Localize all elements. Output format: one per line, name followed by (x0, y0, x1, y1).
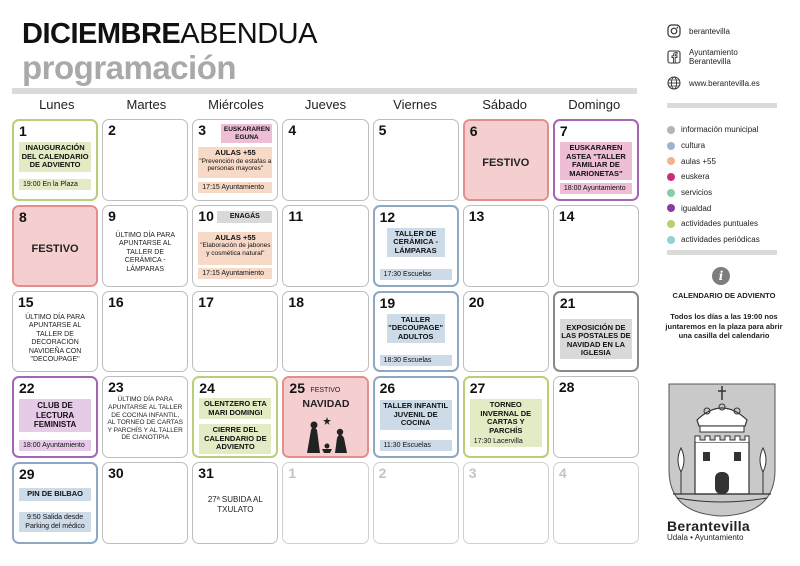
legend-item (667, 216, 787, 232)
brand-name: Berantevilla (667, 518, 750, 534)
day-number: 4 (288, 122, 297, 138)
sidebar-divider (667, 103, 777, 108)
weekday-label: Sábado (482, 97, 528, 112)
day-number: 7 (559, 123, 568, 139)
day-number: 1 (288, 465, 297, 482)
title-month-es: DICIEMBRE (22, 18, 181, 50)
weekday-label: Jueves (304, 97, 347, 112)
legend-dot (667, 173, 675, 181)
event-title-2: CIERRE DEL CALENDARIO DE ADVIENTO (199, 424, 271, 454)
day-number: 18 (288, 293, 304, 310)
day-number: 8 (19, 208, 27, 225)
day-number: 5 (378, 122, 387, 138)
legend-item (667, 200, 787, 216)
legend-label: servicios (681, 188, 713, 198)
day-number: 12 (379, 208, 396, 225)
weekday-header (12, 97, 639, 112)
facebook-icon (667, 50, 681, 64)
day-number: 13 (468, 207, 485, 224)
day-cell-9 (102, 205, 188, 287)
event-tag: ENAGÁS (217, 211, 272, 224)
header-divider (12, 88, 637, 94)
day-number: 31 (198, 465, 214, 482)
instagram-handle: berantevilla (689, 26, 730, 36)
event-info: 17:30 Escuelas (380, 269, 452, 280)
legend-label: actividades periódicas (681, 235, 760, 245)
day-cell-24 (192, 376, 278, 458)
day-number: 1 (19, 123, 27, 139)
day-number: 3 (468, 465, 477, 482)
event-desc: "Prevención de estafas a personas mayores" (199, 157, 272, 172)
day-cell-13 (463, 205, 549, 287)
event-title: INAUGURACIÓN DEL CALENDARIO DE ADVIENTO (19, 142, 91, 172)
day-cell-25 (282, 376, 368, 458)
next-month-day-1 (282, 462, 368, 544)
next-month-day-3 (463, 462, 549, 544)
day-cell-22 (12, 376, 98, 458)
day-number: 28 (558, 379, 575, 396)
legend-label: igualdad (681, 203, 712, 213)
day-number: 14 (558, 207, 575, 224)
day-cell-31 (192, 462, 278, 544)
legend-label: actividades puntuales (681, 219, 758, 229)
event-note: ÚLTIMO DÍA PARA APUNTARSE AL TALLER DE DECORACIÓN NAVIDEÑA CON "DECOUPAGE" (25, 313, 85, 364)
day-cell-5 (373, 119, 459, 201)
day-number: 23 (108, 379, 124, 396)
event-title: PIN DE BILBAO (19, 488, 91, 501)
event-info: 18:00 Ayuntamiento (560, 183, 632, 194)
day-number: 15 (18, 293, 34, 310)
day-cell-8 (12, 205, 98, 287)
weekday-label: Lunes (39, 97, 75, 112)
legend-label: aulas +55 (681, 156, 716, 166)
day-cell-14 (553, 205, 639, 287)
event-block (198, 232, 272, 265)
day-cell-26 (373, 376, 459, 458)
nativity-icon (304, 416, 350, 454)
day-number: 16 (108, 293, 124, 310)
event-note: ÚLTIMO DÍA PARA APUNTARSE AL TALLER DE COCINA INFANTIL, AL TORNEO DE CARTAS Y PARCHÍS Y AL TALLER DE CIANOTIPIA (107, 396, 183, 442)
website-url: www.berantevilla.es (689, 78, 760, 88)
day-cell-10 (192, 205, 278, 287)
info-icon: i (712, 267, 730, 285)
coat-of-arms-icon (667, 382, 777, 517)
event-info: 18:30 Escuelas (380, 355, 452, 366)
legend-item (667, 169, 787, 185)
globe-icon (667, 76, 681, 90)
legend-dot (667, 157, 675, 165)
calendar-grid (12, 119, 639, 544)
legend-dot (667, 220, 675, 228)
event-info: 17:30 Lacervilla (470, 436, 542, 447)
weekday-label: Viernes (393, 97, 437, 112)
day-number: 25 (289, 380, 305, 397)
color-legend (667, 122, 787, 248)
facebook-name: Ayuntamiento Berantevilla (689, 48, 738, 66)
day-cell-1 (12, 119, 98, 201)
day-cell-30 (102, 462, 188, 544)
holiday-name: NAVIDAD (302, 398, 350, 411)
social-instagram[interactable] (667, 18, 782, 44)
next-month-day-2 (373, 462, 459, 544)
legend-dot (667, 189, 675, 197)
event-title: TALLER "DECOUPAGE" ADULTOS (387, 314, 445, 344)
day-number: 9 (108, 207, 116, 224)
legend-item (667, 232, 787, 248)
weekday-label: Miércoles (208, 97, 264, 112)
weekday-label: Domingo (568, 97, 621, 112)
day-number: 24 (199, 380, 215, 397)
event-desc: "Elaboración de jabones y cosmética natural" (200, 242, 271, 257)
event-title: EUSKARAREN ASTEA "TALLER FAMILIAR DE MARIONETAS" (560, 142, 632, 180)
day-cell-15 (12, 291, 98, 373)
holiday-label: FESTIVO (31, 242, 79, 255)
day-number: 10 (198, 207, 214, 224)
next-month-day-4 (553, 462, 639, 544)
legend-dot (667, 236, 675, 244)
sidebar-divider (667, 250, 777, 255)
legend-item (667, 122, 787, 138)
event-title: AULAS +55 (215, 232, 256, 242)
legend-item (667, 138, 787, 154)
day-cell-27 (463, 376, 549, 458)
event-title: EXPOSICIÓN DE LAS POSTALES DE NAVIDAD EN LA IGLESIA (560, 319, 632, 359)
day-number: 3 (198, 122, 207, 138)
event-info: 18:00 Ayuntamiento (19, 440, 91, 451)
day-number: 27 (469, 380, 486, 397)
weekday-label: Martes (126, 97, 167, 112)
event-title: OLENTZERO ETA MARI DOMINGI (199, 398, 271, 419)
brand-subtitle: Udala • Ayuntamiento (667, 533, 744, 542)
day-cell-4 (282, 119, 368, 201)
day-number: 2 (378, 465, 387, 482)
event-info: 9:50 Salida desde Parking del médico (19, 512, 91, 532)
day-cell-29 (12, 462, 98, 544)
legend-item (667, 185, 787, 201)
event-note: ÚLTIMO DÍA PARA APUNTARSE AL TALLER DE CERÁMICA - LÁMPARAS (115, 231, 176, 273)
day-cell-23 (102, 376, 188, 458)
day-cell-2 (102, 119, 188, 201)
social-web[interactable] (667, 70, 782, 96)
legend-label: euskera (681, 172, 710, 182)
day-cell-19 (373, 291, 459, 373)
day-number: 19 (379, 294, 396, 311)
day-number: 20 (468, 293, 485, 310)
event-title: TALLER DE CERÁMICA - LÁMPARAS (387, 228, 445, 258)
day-cell-11 (282, 205, 368, 287)
day-number: 26 (379, 380, 396, 397)
day-cell-12 (373, 205, 459, 287)
day-cell-3 (192, 119, 278, 201)
day-number: 29 (19, 466, 35, 483)
day-cell-20 (463, 291, 549, 373)
advent-text: Todos los días a las 19:00 nos juntaremos en la plaza para abrir una casilla del calendario (665, 312, 783, 340)
event-note: 27ª SUBIDA AL TXULATO (207, 495, 263, 515)
event-info: 17:15 Ayuntamiento (198, 182, 272, 193)
day-number: 17 (198, 293, 214, 310)
holiday-label: FESTIVO (482, 157, 530, 169)
day-cell-6 (463, 119, 549, 201)
day-number: 4 (558, 465, 567, 482)
social-facebook[interactable] (667, 44, 782, 70)
event-info: 19:00 En la Plaza (19, 179, 91, 190)
page-title (22, 18, 317, 86)
day-number: 22 (19, 380, 35, 397)
day-number: 6 (469, 123, 478, 139)
event-tag: EUSKARAREN EGUNA (221, 124, 272, 143)
holiday-label: FESTIVO (310, 387, 341, 395)
day-number: 30 (108, 465, 124, 482)
advent-title: CALENDARIO DE ADVIENTO (672, 291, 776, 300)
event-title: CLUB DE LECTURA FEMINISTA (19, 399, 91, 432)
title-month-eu: ABENDUA (180, 18, 317, 50)
legend-label: información municipal (681, 125, 759, 135)
event-title: AULAS +55 (215, 148, 256, 157)
event-title: TALLER INFANTIL JUVENIL DE COCINA (380, 400, 452, 430)
instagram-icon (667, 24, 681, 38)
day-number: 11 (288, 207, 304, 224)
event-info: 17:15 Ayuntamiento (198, 268, 272, 279)
social-links (667, 18, 782, 96)
event-title: TORNEO INVERNAL DE CARTAS Y PARCHÍS (470, 399, 542, 437)
event-block (198, 147, 272, 178)
day-cell-17 (192, 291, 278, 373)
day-cell-18 (282, 291, 368, 373)
event-info: 11:30 Escuelas (380, 440, 452, 451)
day-cell-21 (553, 291, 639, 373)
legend-dot (667, 126, 675, 134)
legend-item (667, 153, 787, 169)
day-number: 2 (108, 122, 116, 138)
day-cell-7 (553, 119, 639, 201)
day-number: 21 (559, 294, 576, 311)
day-cell-16 (102, 291, 188, 373)
legend-dot (667, 204, 675, 212)
day-cell-28 (553, 376, 639, 458)
title-subtitle: programación (22, 49, 237, 86)
legend-dot (667, 142, 675, 150)
legend-label: cultura (681, 141, 706, 151)
